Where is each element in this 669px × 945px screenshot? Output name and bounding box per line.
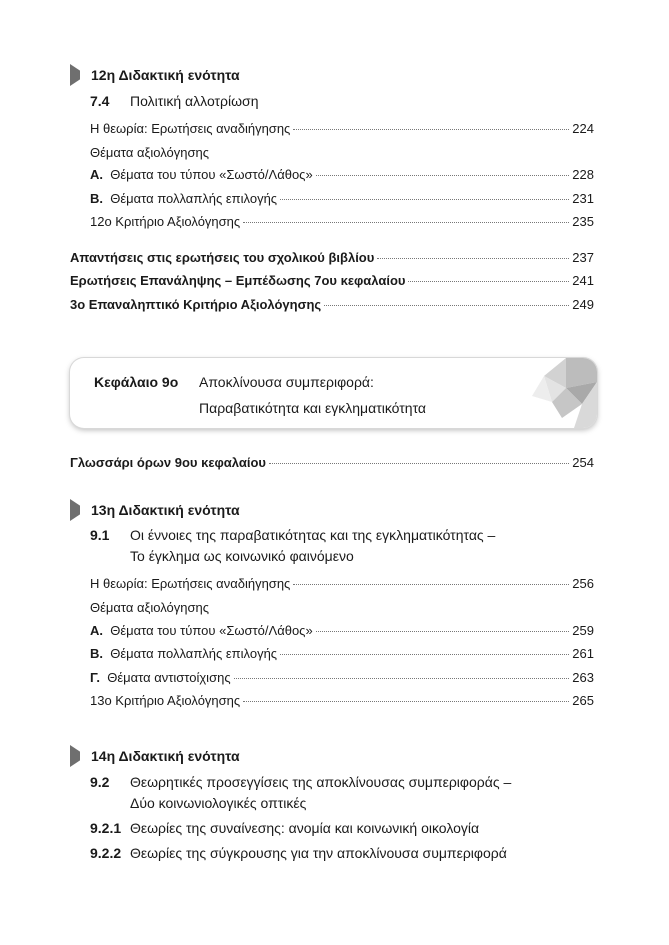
dot-leader (293, 584, 569, 585)
toc-entry-label: Θέματα του τύπου «Σωστό/Λάθος» (110, 623, 313, 638)
triangle-marker-icon (70, 745, 80, 767)
section-title-line-2: Δύο κοινωνιολογικές οπτικές (130, 795, 307, 811)
toc-entry-label: Θέματα πολλαπλής επιλογής (110, 191, 278, 206)
toc-entry[interactable] (90, 213, 594, 231)
toc-entry[interactable] (90, 669, 594, 687)
toc-entry-page: 254 (572, 455, 594, 470)
toc-entry-label: Η θεωρία: Ερωτήσεις αναδιήγησης (90, 121, 291, 136)
dot-leader (316, 631, 570, 632)
unit-12-title: 12η Διδακτική ενότητα (91, 67, 240, 83)
toc-entry-page: 249 (572, 297, 594, 312)
dot-leader (408, 281, 569, 282)
toc-entry-label: Ερωτήσεις Επανάληψης – Εμπέδωσης 7ου κεφαλαίου (70, 273, 406, 288)
section-number: 9.2.1 (90, 820, 122, 836)
toc-entry-label: Θέματα του τύπου «Σωστό/Λάθος» (110, 167, 313, 182)
toc-entry-page: 256 (572, 576, 594, 591)
dot-leader (243, 222, 569, 223)
toc-entry[interactable] (90, 622, 594, 640)
unit-14-title: 14η Διδακτική ενότητα (91, 748, 240, 764)
triangle-marker-icon (70, 64, 80, 86)
section-number: 7.4 (90, 93, 110, 109)
section-number: 9.2 (90, 774, 110, 790)
toc-entry-prefix: Α. (90, 623, 103, 638)
toc-entry-prefix: Γ. (90, 670, 100, 685)
toc-entry-prefix: Α. (90, 167, 103, 182)
toc-entry[interactable] (90, 166, 594, 184)
toc-entry-page: 224 (572, 121, 594, 136)
dot-leader (243, 701, 569, 702)
toc-entry[interactable] (70, 454, 594, 472)
toc-entry-page: 235 (572, 214, 594, 229)
toc-entry-page: 261 (572, 646, 594, 661)
toc-entry-label: 3ο Επαναληπτικό Κριτήριο Αξιολόγησης (70, 297, 322, 312)
toc-entry[interactable] (70, 272, 594, 290)
dot-leader (324, 305, 569, 306)
dot-leader (293, 129, 569, 130)
dot-leader (234, 678, 570, 679)
toc-entry[interactable] (90, 692, 594, 710)
toc-entry-label: Θέματα αντιστοίχισης (107, 670, 231, 685)
section-number: 9.1 (90, 527, 110, 543)
toc-entry-label: 12ο Κριτήριο Αξιολόγησης (90, 214, 241, 229)
chapter-banner (70, 358, 597, 428)
toc-entry-label: Η θεωρία: Ερωτήσεις αναδιήγησης (90, 576, 291, 591)
toc-entry-label: Γλωσσάρι όρων 9ου κεφαλαίου (70, 455, 266, 470)
toc-entry-page: 241 (572, 273, 594, 288)
dot-leader (280, 199, 569, 200)
toc-entry-page: 263 (572, 670, 594, 685)
triangle-marker-icon (70, 499, 80, 521)
section-title: Θεωρίες της συναίνεσης: ανομία και κοινωνική οικολογία (130, 820, 480, 836)
section-title: Θεωρίες της σύγκρουσης για την αποκλίνουσα συμπεριφορά (130, 845, 507, 861)
assessment-heading: Θέματα αξιολόγησης (90, 600, 209, 615)
toc-entry[interactable] (70, 249, 594, 267)
toc-entry[interactable] (70, 296, 594, 314)
toc-entry-prefix: Β. (90, 191, 103, 206)
toc-entry[interactable] (90, 120, 594, 138)
toc-entry-page: 231 (572, 191, 594, 206)
geometric-decoration-icon (522, 358, 597, 428)
toc-entry-prefix: Β. (90, 646, 103, 661)
chapter-title-line-2: Παραβατικότητα και εγκληματικότητα (199, 400, 427, 416)
chapter-title-line-1: Αποκλίνουσα συμπεριφορά: (199, 374, 374, 390)
assessment-heading: Θέματα αξιολόγησης (90, 145, 209, 160)
unit-13-title: 13η Διδακτική ενότητα (91, 502, 240, 518)
toc-entry[interactable] (90, 645, 594, 663)
dot-leader (316, 175, 570, 176)
dot-leader (377, 258, 569, 259)
toc-entry[interactable] (90, 575, 594, 593)
toc-entry-page: 237 (572, 250, 594, 265)
toc-entry-label: Θέματα πολλαπλής επιλογής (110, 646, 278, 661)
toc-entry-page: 228 (572, 167, 594, 182)
dot-leader (269, 463, 569, 464)
chapter-label: Κεφάλαιο 9ο (94, 374, 179, 390)
section-number: 9.2.2 (90, 845, 122, 861)
section-title-line-1: Οι έννοιες της παραβατικότητας και της εγκληματικότητας – (130, 527, 496, 543)
section-title: Πολιτική αλλοτρίωση (130, 93, 259, 109)
toc-entry-page: 259 (572, 623, 594, 638)
section-title-line-1: Θεωρητικές προσεγγίσεις της αποκλίνουσας συμπεριφοράς – (130, 774, 512, 790)
section-title-line-2: Το έγκλημα ως κοινωνικό φαινόμενο (130, 548, 354, 564)
toc-entry-label: Απαντήσεις στις ερωτήσεις του σχολικού βιβλίου (70, 250, 375, 265)
toc-entry[interactable] (90, 190, 594, 208)
toc-entry-label: 13ο Κριτήριο Αξιολόγησης (90, 693, 241, 708)
toc-entry-page: 265 (572, 693, 594, 708)
dot-leader (280, 654, 569, 655)
